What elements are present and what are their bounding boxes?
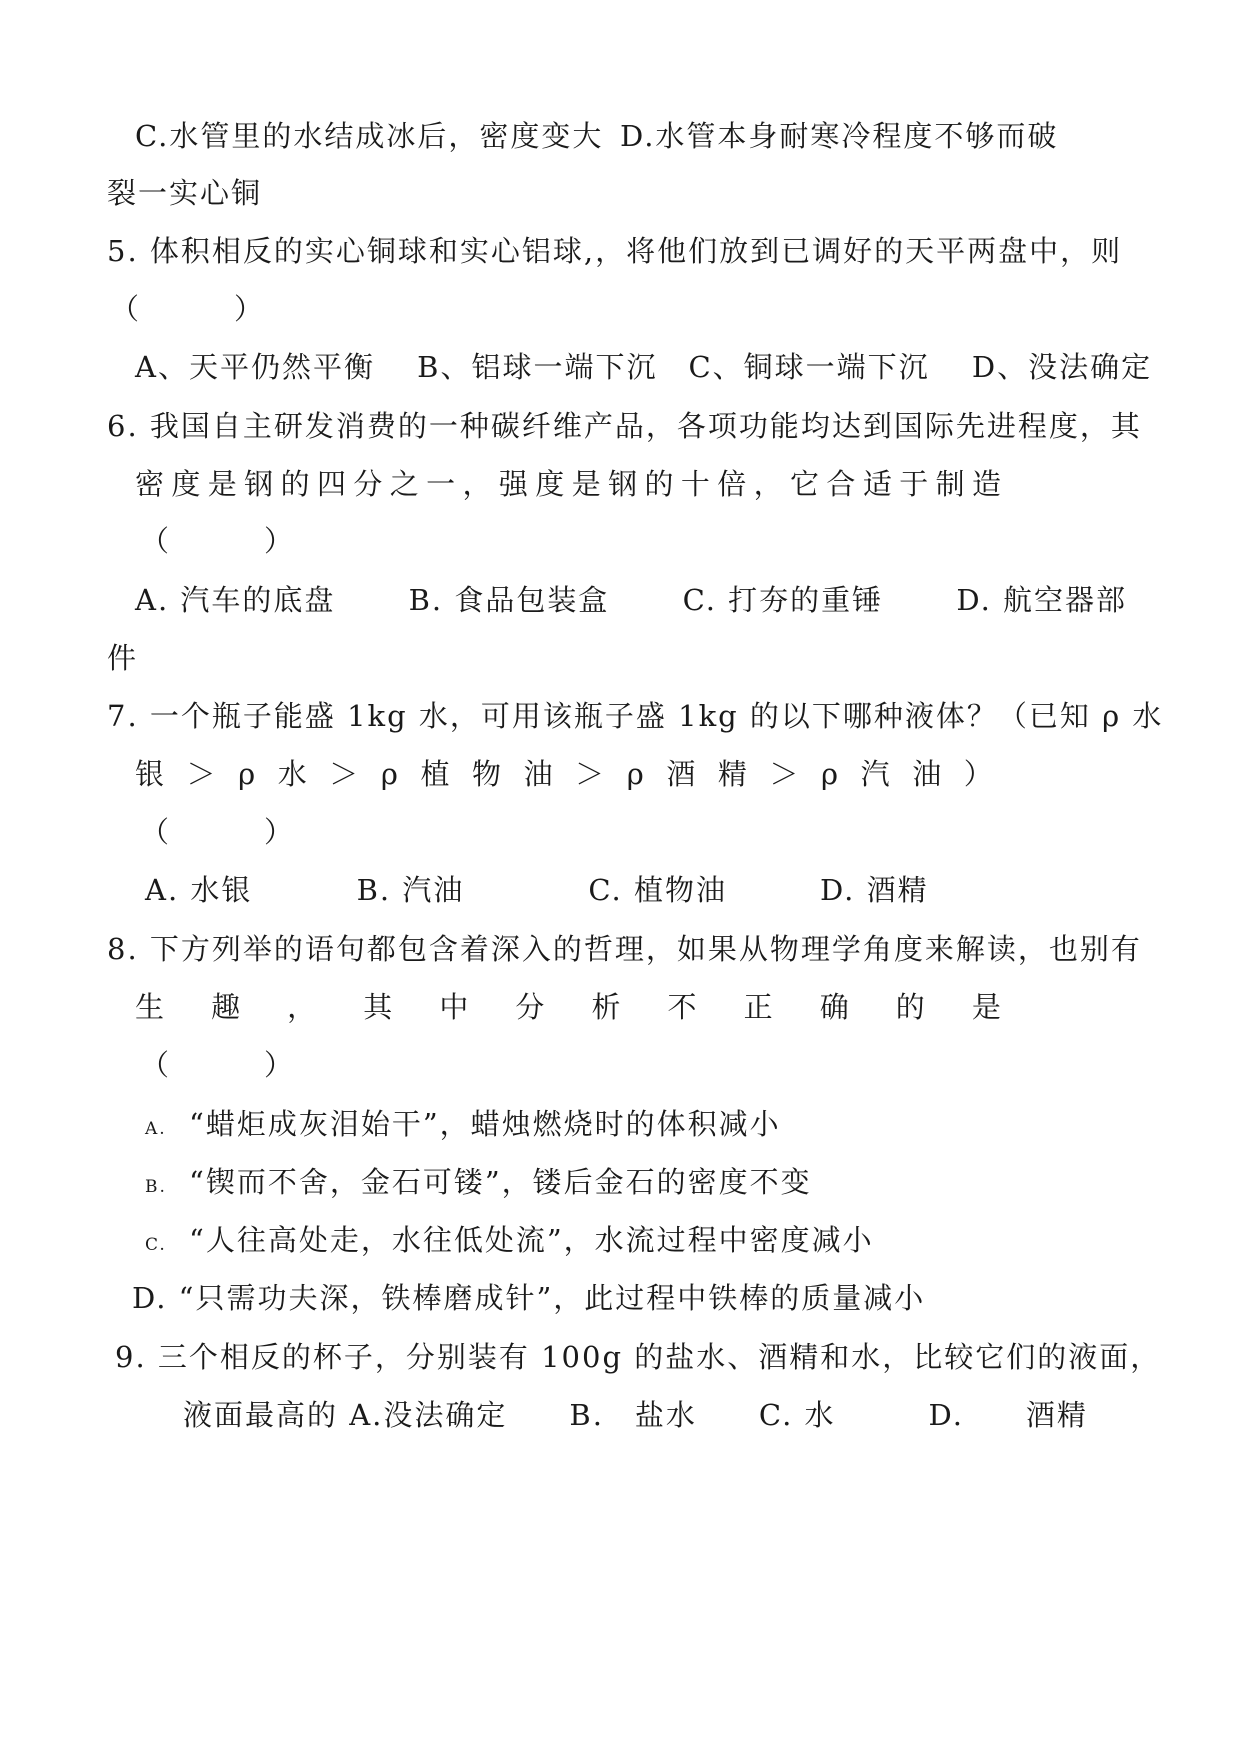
question-8-stem: 8. 下方列举的语句都包含着深入的哲理，如果从物理学角度来解读，也别有	[107, 932, 1142, 966]
question-8-option-c	[145, 1222, 874, 1263]
question-5-paren: （ ）	[110, 292, 266, 326]
option-text: “人往高处走，水往低处流”，水流过程中密度减小	[189, 1223, 874, 1257]
question-7-options: A. 水银 B. 汽油 C. 植物油 D. 酒精	[145, 873, 929, 907]
option-label: B.	[145, 1177, 167, 1197]
question-6-tail: 件	[107, 641, 139, 675]
option-text: “锲而不舍，金石可镂”，镂后金石的密度不变	[189, 1165, 812, 1199]
question-5-options: A、天平仍然平衡 B、铝球一端下沉 C、铜球一端下沉 D、没法确定	[135, 350, 1153, 384]
question-7-paren: （ ）	[140, 815, 296, 849]
question-8-option-a	[145, 1106, 781, 1147]
question-9-line-2: 液面最高的 A.没法确定 B. 盐水 C. 水 D. 酒精	[183, 1398, 1088, 1432]
question-6-stem: 6. 我国自主研发消费的一种碳纤维产品，各项功能均达到国际先进程度，其	[107, 409, 1142, 443]
question-9-stem: 9. 三个相反的杯子，分别装有 100g 的盐水、酒精和水，比较它们的液面，	[115, 1340, 1162, 1374]
option-label: C.	[145, 1235, 167, 1255]
line-q4-tail: 裂一实心铜	[107, 176, 263, 210]
question-8-option-d: D. “只需功夫深，铁棒磨成针”，此过程中铁棒的质量减小	[132, 1281, 926, 1315]
question-8-paren: （ ）	[140, 1048, 296, 1082]
question-5-stem: 5. 体积相反的实心铜球和实心铝球,，将他们放到已调好的天平两盘中，则	[107, 234, 1123, 268]
option-label: A.	[145, 1119, 167, 1139]
question-6-line-2: 密 度 是 钢 的 四 分 之 一 ， 强 度 是 钢 的 十 倍 ， 它 合 适 于 制 造	[135, 467, 1003, 501]
question-7-stem: 7. 一个瓶子能盛 1kg 水，可用该瓶子盛 1kg 的以下哪种液体？（已知 ρ 水	[107, 699, 1164, 733]
question-6-options: A. 汽车的底盘 B. 食品包装盒 C. 打夯的重锤 D. 航空器部	[135, 583, 1128, 617]
question-6-paren: （ ）	[140, 524, 296, 558]
line-option-c-q4: C.水管里的水结成冰后，密度变大	[135, 119, 604, 153]
question-8-line-2: 生 趣 ， 其 中 分 析 不 正 确 的 是	[135, 990, 1003, 1024]
question-8-option-b	[145, 1164, 812, 1205]
question-7-line-2: 银 ＞ ρ 水 ＞ ρ 植 物 油 ＞ ρ 酒 精 ＞ ρ 汽 油 ）	[135, 757, 995, 791]
line-option-d-q4: D.水管本身耐寒冷程度不够而破	[620, 119, 1059, 153]
option-text: “蜡炬成灰泪始干”，蜡烛燃烧时的体积减小	[189, 1107, 781, 1141]
